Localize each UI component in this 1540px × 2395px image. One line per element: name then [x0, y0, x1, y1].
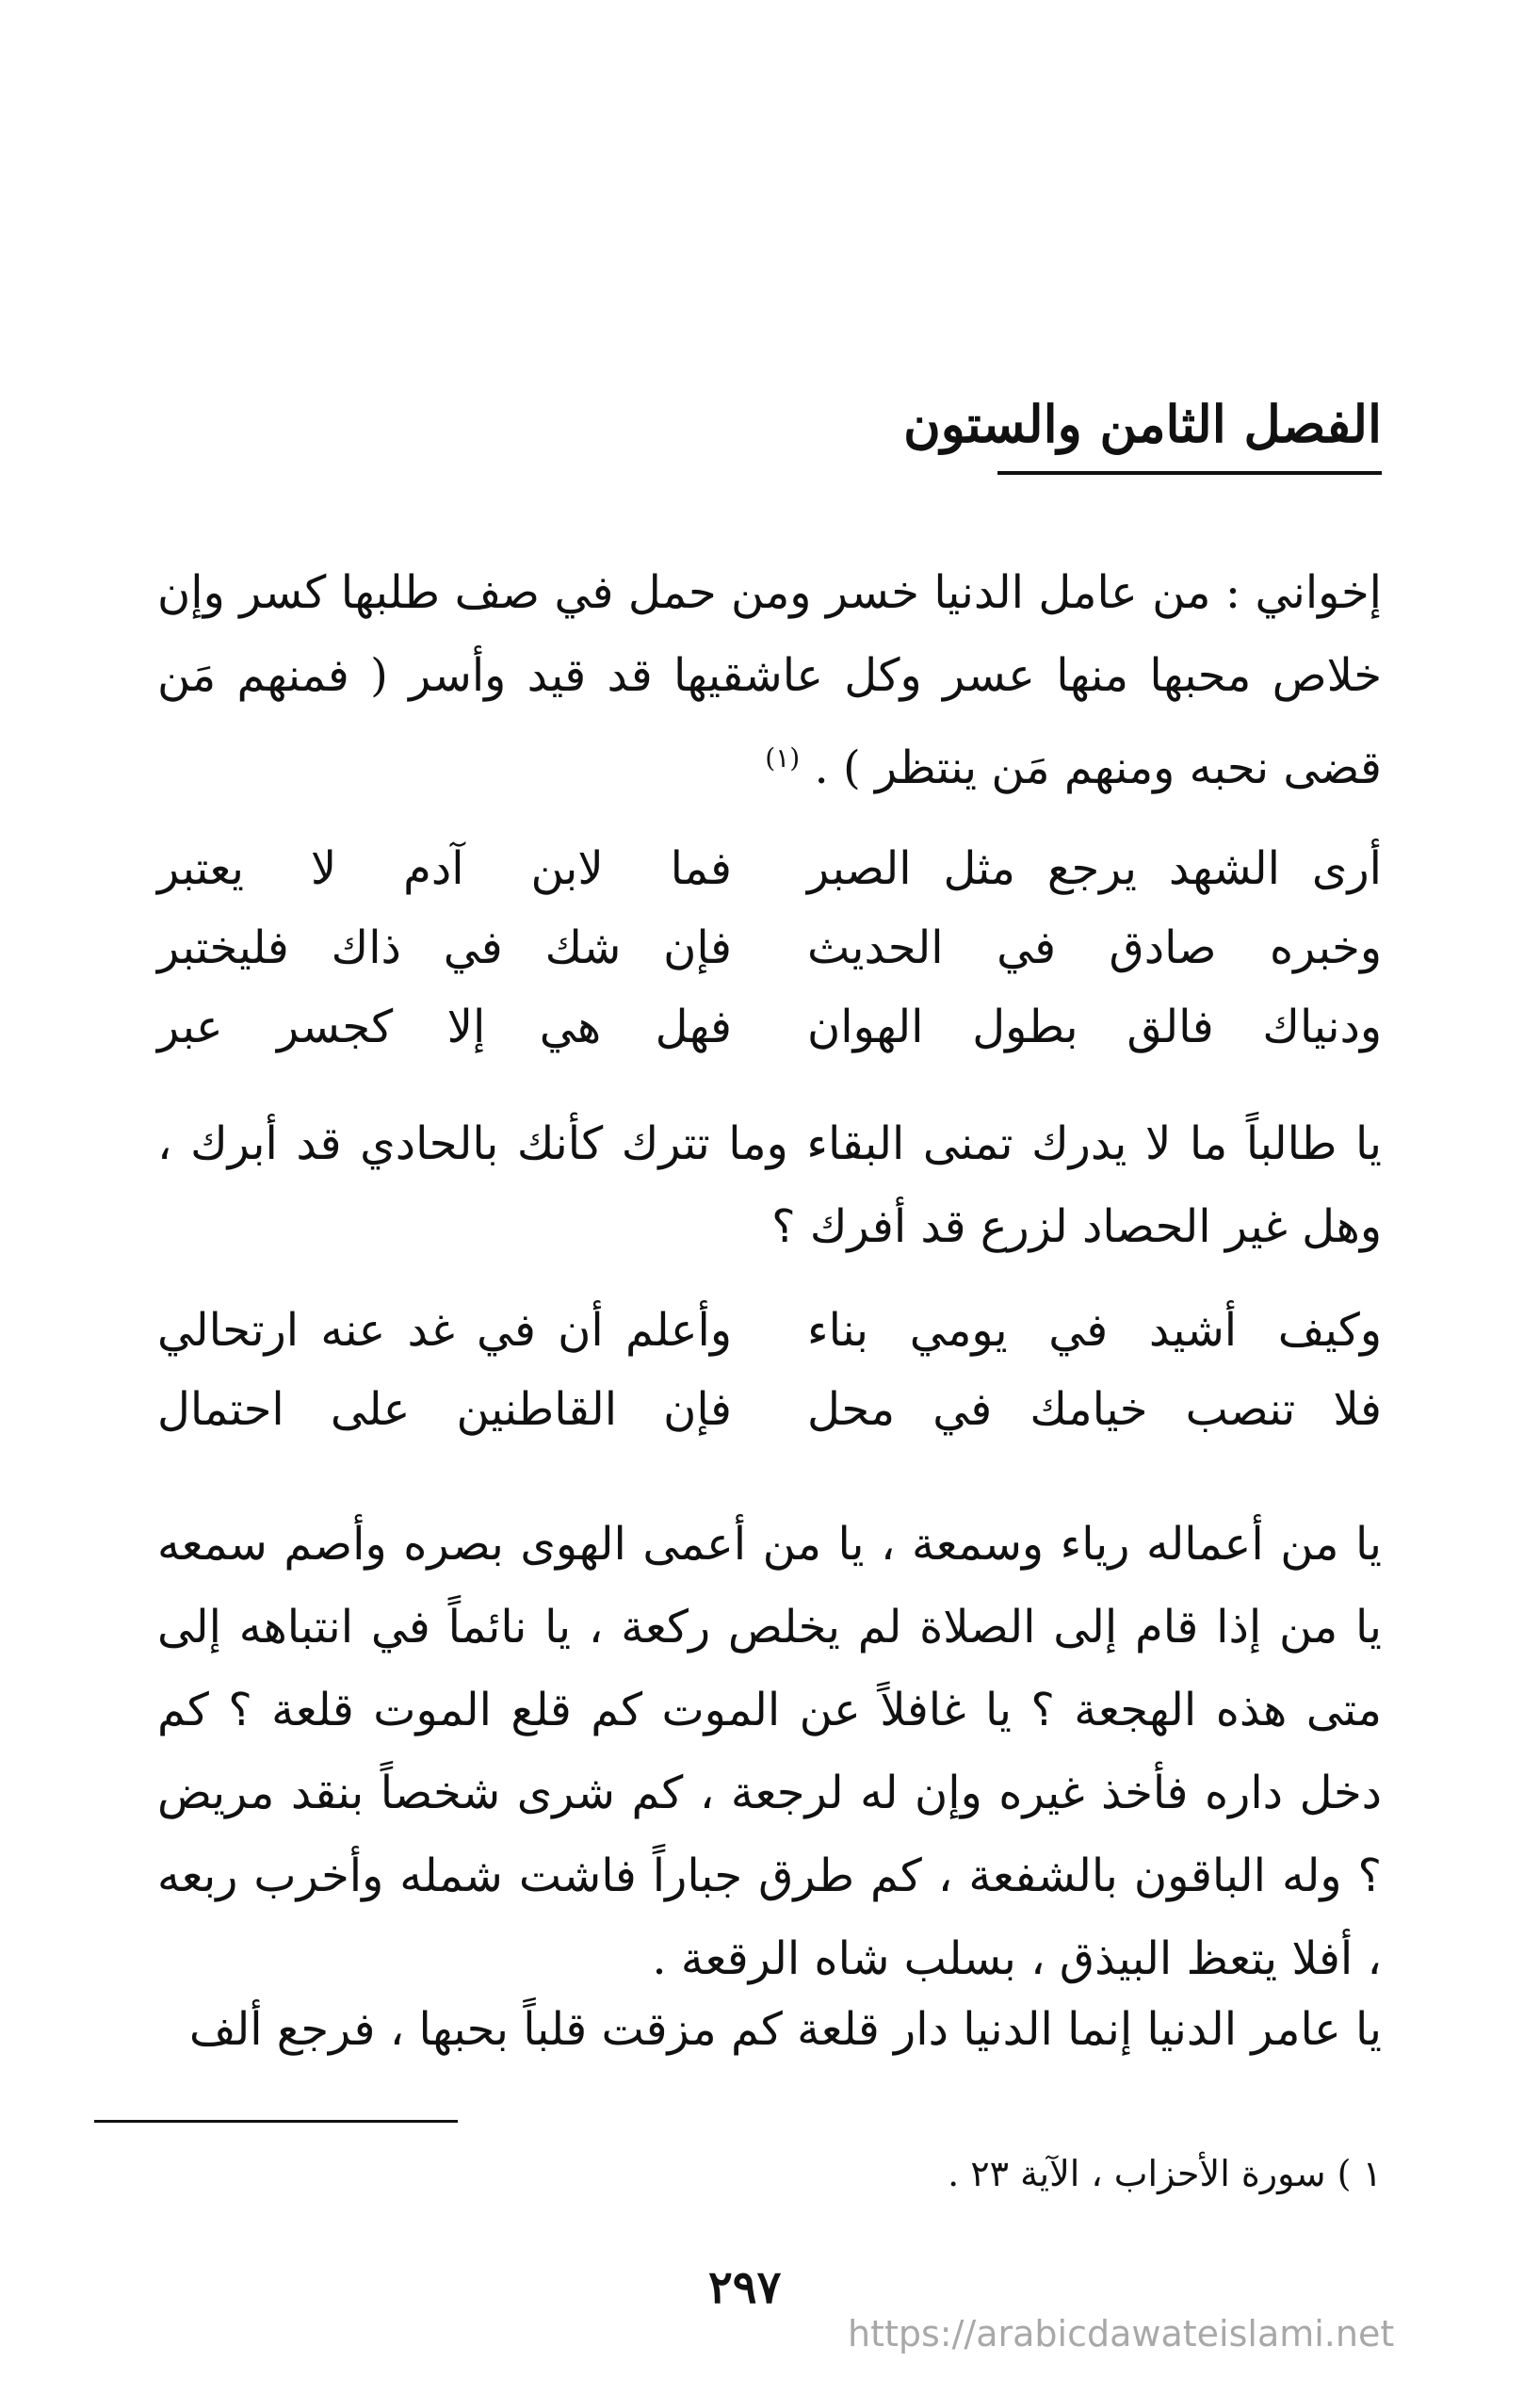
verse-first-hemistich: وكيف أشيد في يومي بناء	[807, 1304, 1382, 1357]
verse-line	[157, 829, 1382, 908]
paragraph-3	[157, 1503, 1382, 2000]
verse-line	[157, 987, 1382, 1067]
verse-first-hemistich: فلا تنصب خيامك في محل	[807, 1383, 1382, 1436]
verse-second-hemistich: فهل هي إلا كجسر عبر	[157, 1001, 732, 1053]
paragraph-3-text: يا من أعماله رياء وسمعة ، يا من أعمى الهوى بصره وأصم سمعه يا من إذا قام إلى الصلاة لم يخلص ركعة ، يا نائماً في انتباهه إلى متى هذه الهجعة ؟ يا غافلاً عن الموت كم قلع الموت قلعة ؟ كم دخل داره فأخذ غيره وإن له لرجعة ، كم شرى شخصاً بنقد مريض ؟ وله الباقون بالشفعة ، كم طرق جباراً فاشت شمله وأخرب ربعه ، أفلا يتعظ البيذق ، بسلب شاه الرقعة .	[157, 1518, 1382, 1985]
verse-line	[157, 1291, 1382, 1370]
verse-second-hemistich: فإن شك في ذاك فليختبر	[157, 921, 732, 974]
paragraph-1-text: إخواني : من عامل الدنيا خسر ومن حمل في صف طلبها كسر وإن خلاص محبها منها عسر وكل عاشقيها قد قيد وأسر ( فمنهم مَن قضى نحبه ومنهم مَن ينتظر ) .	[157, 566, 1382, 794]
verse-first-hemistich: أرى الشهد يرجع مثل الصبر	[807, 842, 1382, 895]
paragraph-2	[157, 1102, 1382, 1268]
footnote-separator	[94, 2120, 458, 2123]
paragraph-2-text: يا طالباً ما لا يدرك تمنى البقاء وما تترك كأنك بالحادي قد أبرك ، وهل غير الحصاد لزرع قد أفرك ؟	[157, 1117, 1382, 1253]
footnote: ١ ) سورة الأحزاب ، الآية ٢٣ .	[948, 2153, 1382, 2194]
verse-line	[157, 908, 1382, 987]
verse-second-hemistich: فما لابن آدم لا يعتبر	[157, 842, 732, 895]
title-underline	[997, 471, 1382, 475]
verse-line	[157, 1370, 1382, 1449]
paragraph-4-text: يا عامر الدنيا إنما الدنيا دار قلعة كم مزقت قلباً بحبها ، فرجع ألف	[188, 2003, 1382, 2056]
paragraph-1	[157, 551, 1382, 809]
watermark-url: https://arabicdawateislami.net	[848, 2313, 1395, 2354]
verse-first-hemistich: ودنياك فالق بطول الهوان	[807, 1001, 1382, 1053]
verse-second-hemistich: وأعلم أن في غد عنه ارتحالي	[157, 1304, 732, 1357]
verse-block-2	[157, 1291, 1382, 1449]
verse-first-hemistich: وخبره صادق في الحديث	[807, 921, 1382, 974]
paragraph-4	[157, 1988, 1382, 2071]
footnote-marker: (١)	[765, 742, 801, 774]
page-number: ٢٩٧	[708, 2261, 782, 2314]
verse-second-hemistich: فإن القاطنين على احتمال	[157, 1383, 732, 1436]
chapter-title: الفصل الثامن والستون	[903, 394, 1382, 454]
verse-block-1	[157, 829, 1382, 1067]
